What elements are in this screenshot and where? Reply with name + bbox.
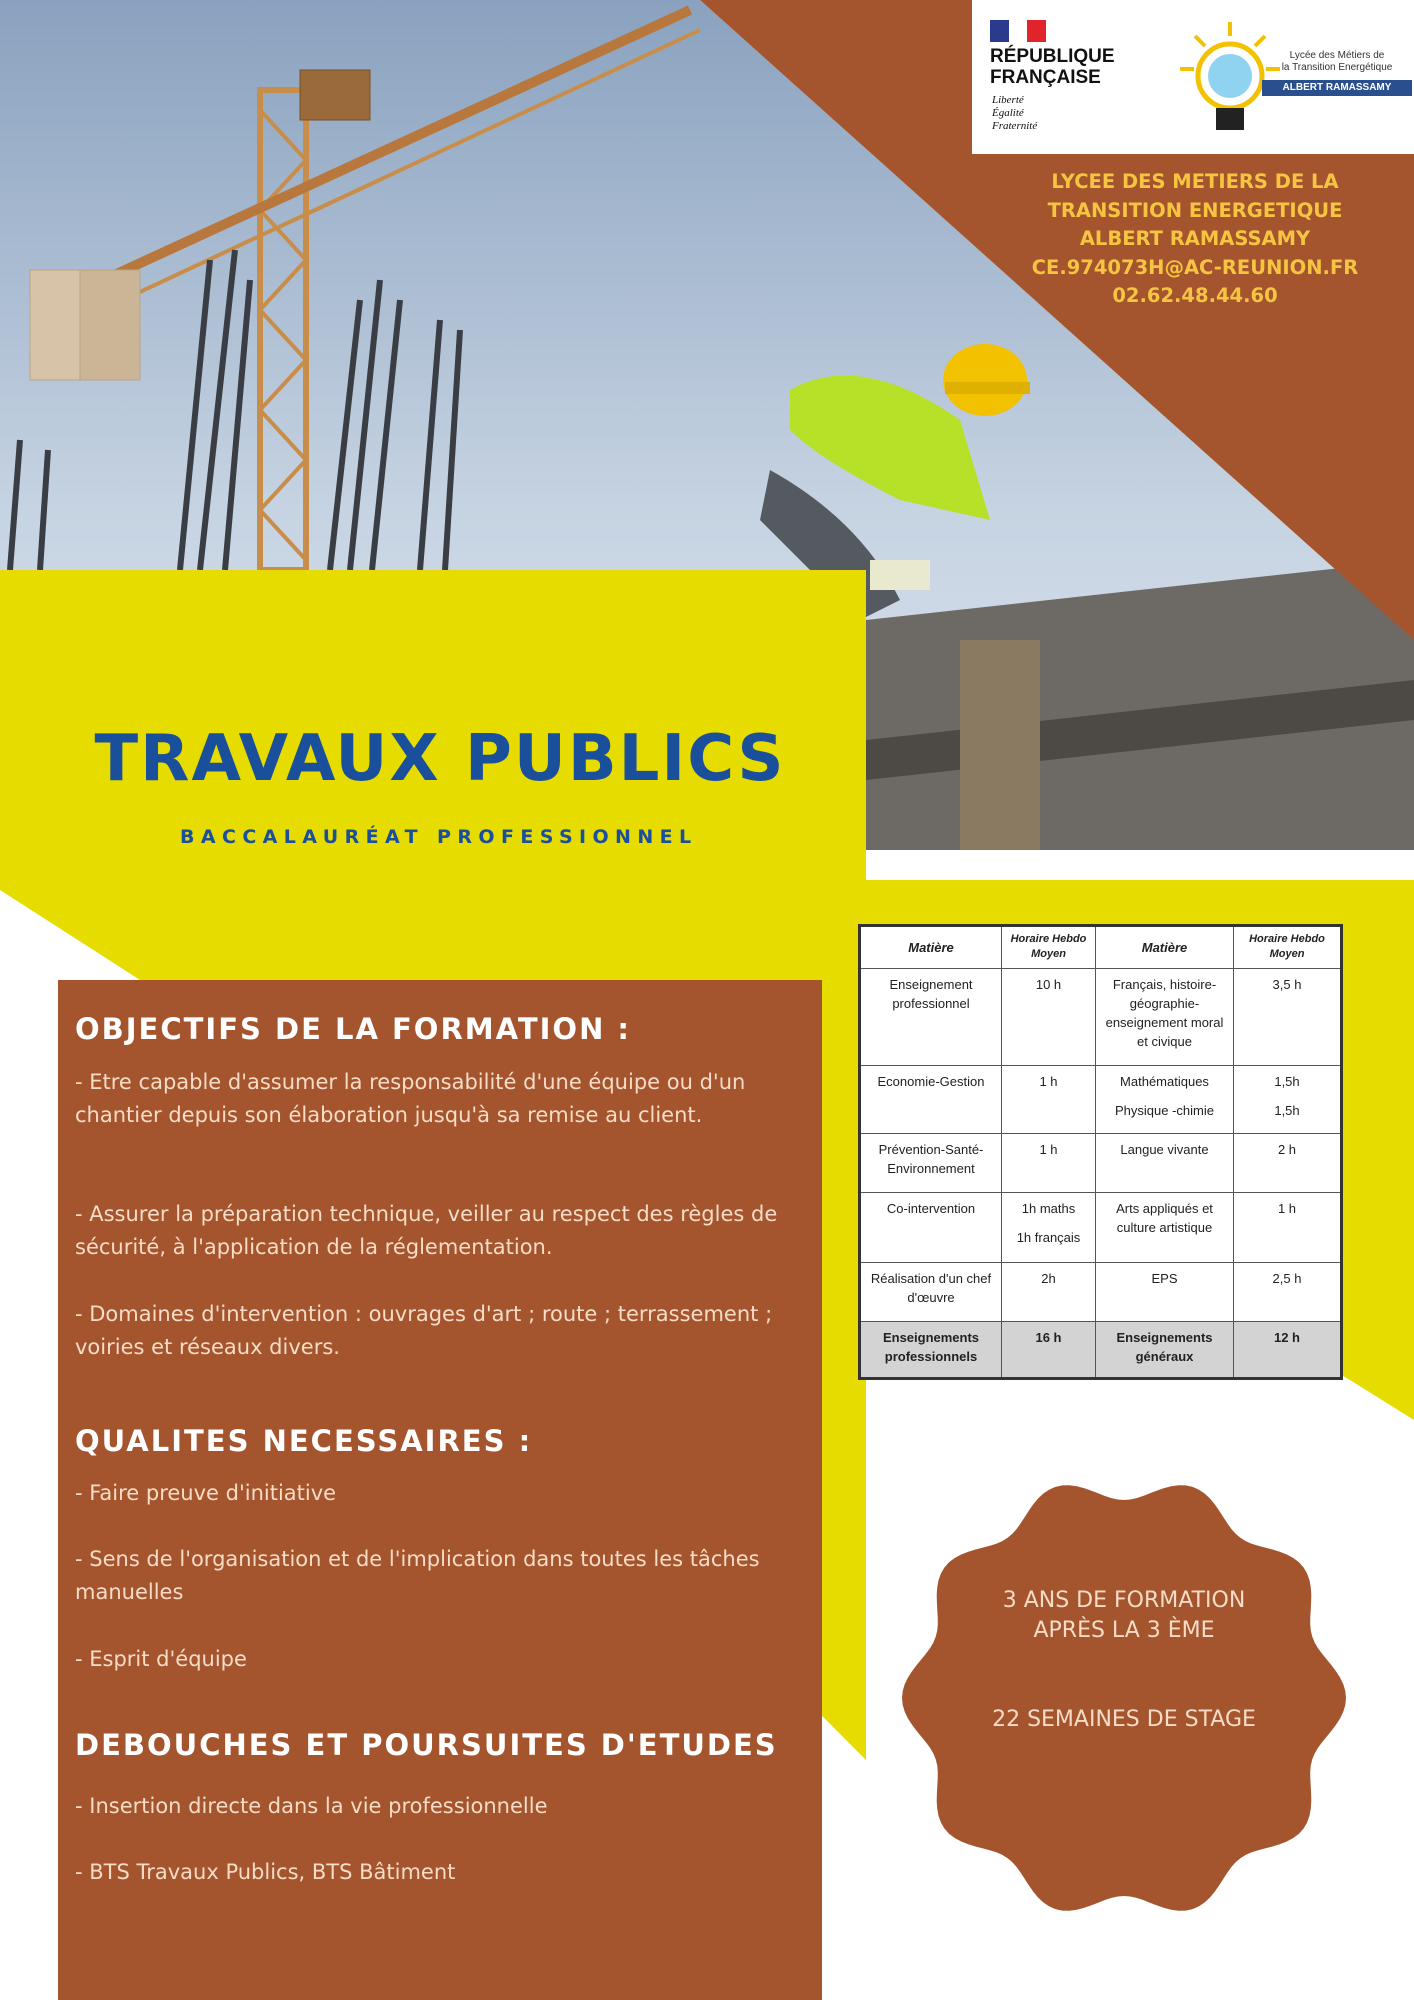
- qualite-item: - Esprit d'équipe: [75, 1647, 247, 1671]
- badge-duration-detail: APRÈS LA 3 ÈME: [1033, 1618, 1215, 1643]
- table-cell: Langue vivante: [1096, 1134, 1234, 1193]
- badge-internship: 22 SEMAINES DE STAGE: [992, 1707, 1256, 1732]
- objectif-item: - Assurer la préparation technique, veiller au respect des règles de sécurité, à l'application de la réglementation.: [75, 1202, 778, 1259]
- objectifs-heading: OBJECTIFS DE LA FORMATION :: [75, 1012, 632, 1046]
- table-cell: 2,5 h: [1234, 1262, 1342, 1321]
- qualite-item: - Faire preuve d'initiative: [75, 1481, 337, 1505]
- table-cell: 1 h: [1234, 1193, 1342, 1262]
- republique-francaise-logo: RÉPUBLIQUE FRANÇAISE: [990, 46, 1115, 88]
- scalloped-badge: [888, 1462, 1360, 1934]
- table-cell: Enseignements généraux: [1096, 1321, 1234, 1378]
- table-row: [860, 1262, 1342, 1321]
- school-contact: [1010, 168, 1380, 311]
- school-phone[interactable]: 02.62.48.44.60: [1112, 284, 1278, 307]
- table-total-row: [860, 1321, 1342, 1378]
- table-cell: Français, histoire-géographie-enseignement moral et civique: [1096, 968, 1234, 1065]
- table-cell: Co-intervention: [860, 1193, 1002, 1262]
- table-cell-line: Mathématiques: [1120, 1073, 1209, 1089]
- yellow-band: [0, 570, 866, 850]
- lycee-logo-text: Lycée des Métiers de: [1289, 50, 1385, 61]
- school-name-line3: ALBERT RAMASSAMY: [1079, 227, 1311, 250]
- debouche-item: - BTS Travaux Publics, BTS Bâtiment: [75, 1860, 456, 1884]
- table-header: Matière: [1096, 926, 1234, 969]
- french-flag-icon: [990, 20, 1046, 42]
- lightbulb-logo-icon: [1170, 14, 1400, 138]
- table-cell: 1 h: [1002, 1065, 1096, 1133]
- table-cell: Prévention-Santé-Environnement: [860, 1134, 1002, 1193]
- table-cell-line: Physique -chimie: [1115, 1102, 1214, 1118]
- table-header: Horaire Hebdo Moyen: [1234, 926, 1342, 969]
- table-row: [860, 1134, 1342, 1193]
- table-cell: EPS: [1096, 1262, 1234, 1321]
- table-cell: Réalisation d'un chef d'œuvre: [860, 1262, 1002, 1321]
- debouche-item: - Insertion directe dans la vie professionnelle: [75, 1794, 548, 1818]
- objectif-item: - Etre capable d'assumer la responsabilité d'une équipe ou d'un chantier depuis son élaboration jusqu'à sa remise au client.: [75, 1070, 746, 1127]
- table-cell: 10 h: [1002, 968, 1096, 1065]
- badge-duration: 3 ANS DE FORMATION: [1002, 1588, 1246, 1613]
- school-email[interactable]: CE.974073H@AC-REUNION.FR: [1031, 255, 1359, 279]
- qualites-heading: QUALITES NECESSAIRES :: [75, 1424, 533, 1458]
- table-cell-line: 1,5h: [1274, 1073, 1300, 1089]
- table-row: [860, 1065, 1342, 1133]
- timetable: [858, 924, 1343, 1380]
- debouches-heading: DEBOUCHES ET POURSUITES D'ETUDES: [75, 1728, 778, 1762]
- table-cell: 2 h: [1234, 1134, 1342, 1193]
- table-cell: Economie-Gestion: [860, 1065, 1002, 1133]
- table-cell: [1234, 1065, 1342, 1133]
- table-cell: [1002, 1193, 1096, 1262]
- table-cell: Arts appliqués et culture artistique: [1096, 1193, 1234, 1262]
- table-cell-line: 1,5h: [1274, 1102, 1300, 1118]
- table-cell: Enseignement professionnel: [860, 968, 1002, 1065]
- table-cell: 1 h: [1002, 1134, 1096, 1193]
- table-cell: Enseignements professionnels: [860, 1321, 1002, 1378]
- school-name-line2: TRANSITION ENERGETIQUE: [1047, 198, 1343, 222]
- table-cell-line: 1h français: [1016, 1230, 1081, 1246]
- table-cell: 2h: [1002, 1262, 1096, 1321]
- table-cell: 16 h: [1002, 1321, 1096, 1378]
- objectif-item: - Domaines d'intervention : ouvrages d'art ; route ; terrassement ; voiries et réseaux divers.: [75, 1302, 773, 1359]
- table-header: Horaire Hebdo Moyen: [1002, 926, 1096, 969]
- table-cell: 12 h: [1234, 1321, 1342, 1378]
- page-title: TRAVAUX PUBLICS: [94, 722, 786, 796]
- table-cell: 3,5 h: [1234, 968, 1342, 1065]
- table-row: [860, 968, 1342, 1065]
- lycee-logo-text: la Transition Energétique: [1281, 62, 1393, 73]
- table-cell-line: 1h maths: [1021, 1201, 1076, 1217]
- table-row: [860, 1193, 1342, 1262]
- page-subtitle: BACCALAURÉAT PROFESSIONNEL: [180, 826, 698, 848]
- qualite-item: - Sens de l'organisation et de l'implication dans toutes les tâches manuelles: [75, 1547, 760, 1604]
- lycee-logo-name: ALBERT RAMASSAMY: [1262, 80, 1412, 96]
- table-cell: [1096, 1065, 1234, 1133]
- table-header: Matière: [860, 926, 1002, 969]
- republique-motto: Liberté Égalité Fraternité: [992, 94, 1038, 132]
- table-header-row: [860, 926, 1342, 969]
- school-name-line1: LYCEE DES METIERS DE LA: [1051, 170, 1339, 193]
